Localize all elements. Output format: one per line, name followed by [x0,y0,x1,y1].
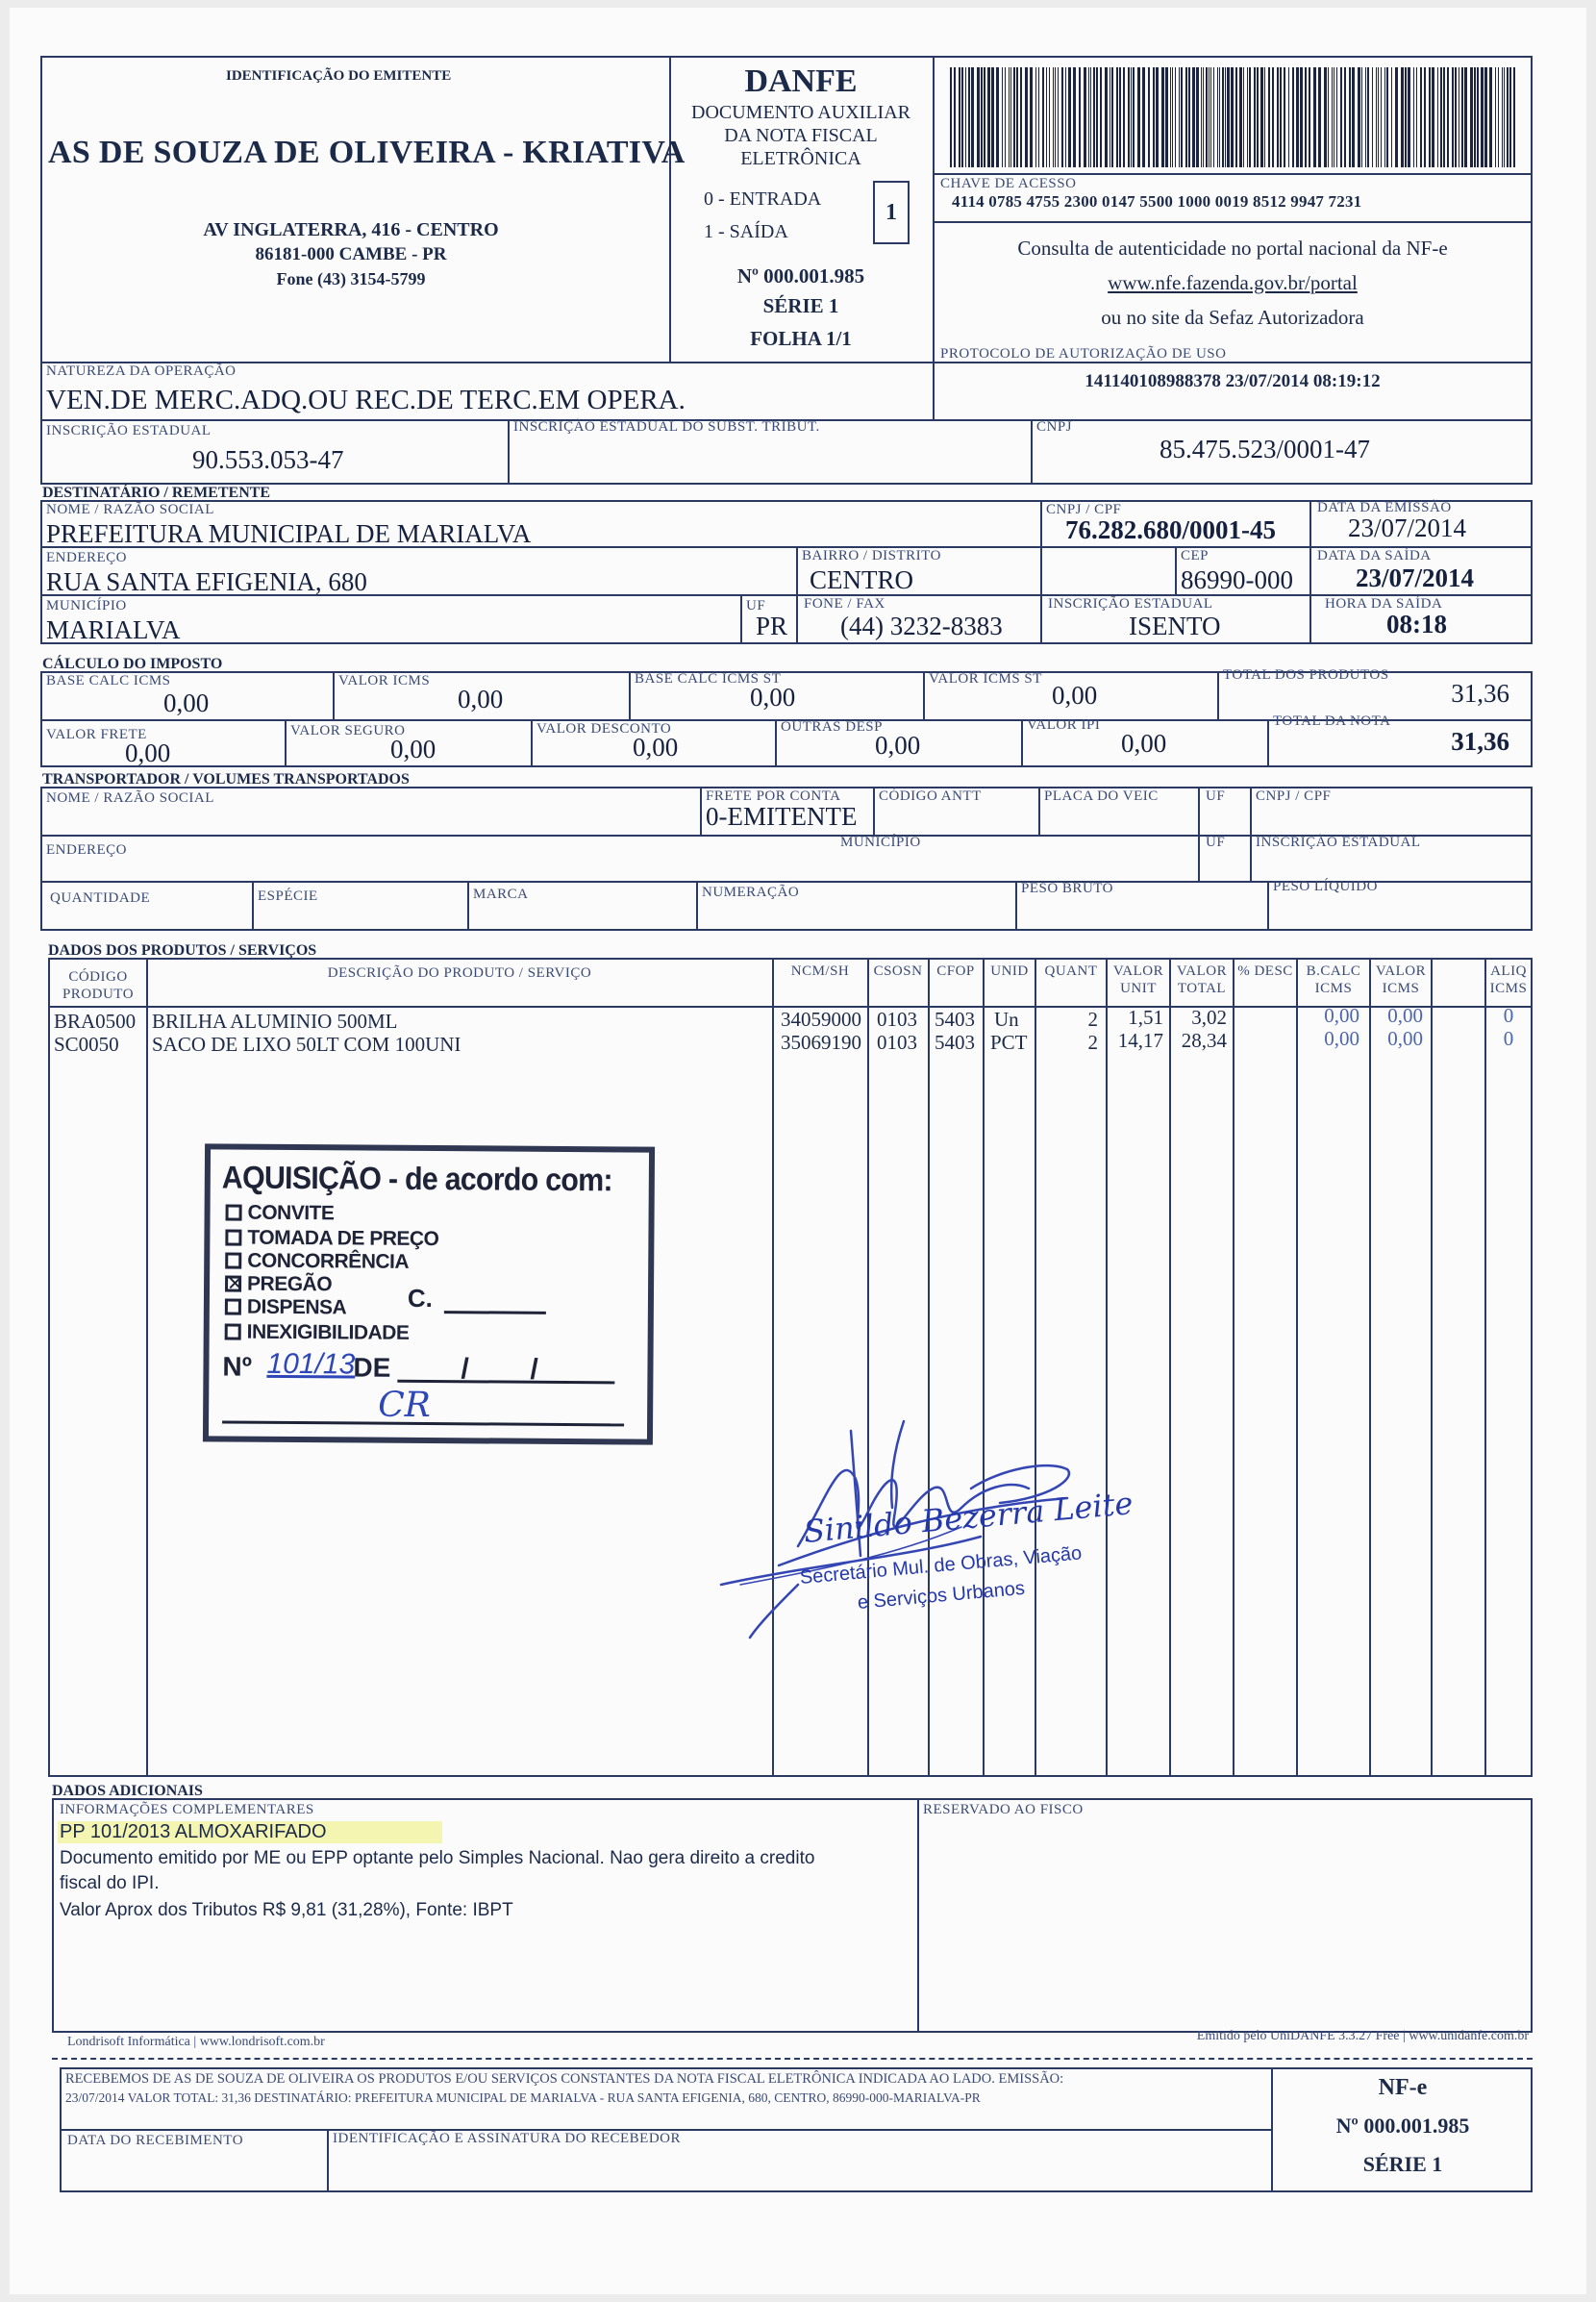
danfe-saida: 1 - SAÍDA [704,221,788,242]
transp-marca-label: MARCA [473,887,529,902]
transp-municipio-label: MUNICÍPIO [840,835,921,850]
ie-value: 90.553.053-47 [192,445,344,474]
danfe-folha: FOLHA 1/1 [750,327,852,350]
dest-bairro: CENTRO [810,565,913,594]
item-descricao: BRILHA ALUMINIO 500ML [152,1010,398,1033]
destinatario-section-label: DESTINATÁRIO / REMETENTE [42,485,271,501]
checkbox-icon [225,1253,241,1269]
item-unid: Un [994,1008,1019,1031]
hdr-vicms2: ICMS [1382,981,1420,996]
frete-label: VALOR FRETE [46,727,147,742]
dest-bairro-label: BAIRRO / DISTRITO [802,548,941,563]
item-vunit: 14,17 [1117,1029,1163,1052]
protocolo-label: PROTOCOLO DE AUTORIZAÇÃO DE USO [940,346,1227,362]
date-slash-icon: / [461,1353,469,1386]
hdr-bcalc: B.CALC [1306,963,1361,979]
consulta-portal-link[interactable]: www.nfe.fazenda.gov.br/portal [1108,271,1358,294]
stamp-de-label: DE [353,1352,391,1383]
ipi: 0,00 [1121,729,1167,758]
item-quant: 2 [1087,1031,1098,1054]
fisco-label: RESERVADO AO FISCO [923,1802,1084,1817]
stamp-c-label: C. [407,1283,434,1314]
item-quant: 2 [1087,1008,1098,1031]
stamp-option-concorrencia: CONCORRÊNCIA [225,1250,409,1274]
total-produtos-label: TOTAL DOS PRODUTOS [1223,667,1389,683]
total-produtos: 31,36 [1451,679,1509,708]
base-st-label: BASE CALC ICMS ST [635,671,782,687]
footer-left: Londrisoft Informática | www.londrisoft.com.br [67,2035,325,2049]
item-ncm: 35069190 [781,1031,861,1054]
item-aliq: 0 [1503,1004,1514,1027]
checkbox-checked-icon [225,1276,241,1292]
item-bcalc: 0,00 [1324,1004,1359,1027]
cnpj-label: CNPJ [1036,419,1073,435]
canhoto-nfe: NF-e [1378,2075,1428,2100]
barcode [950,67,1519,167]
danfe-document [10,8,1586,2294]
hdr-csosn: CSOSN [873,963,923,979]
signature-title-line1: Secretário Mul. de Obras, Viação [798,1542,1084,1589]
dest-cep: 86990-000 [1181,565,1293,594]
stamp-initials: CR [378,1385,431,1426]
natureza-value: VEN.DE MERC.ADQ.OU REC.DE TERC.EM OPERA. [46,385,686,415]
transp-placa-label: PLACA DO VEIC [1044,788,1159,804]
hdr-ncm: NCM/SH [790,963,850,979]
footer-right: Emitido pelo UniDANFE 3.3.27 Free | www.unidanfe.com.br [1196,2029,1529,2043]
frete: 0,00 [125,738,171,767]
base-icms: 0,00 [163,688,210,717]
valor-st: 0,00 [1052,681,1098,710]
dest-emissao-label: DATA DA EMISSÃO [1317,500,1452,515]
hdr-vunit: VALOR [1112,963,1164,979]
canhoto-numero: Nº 000.001.985 [1335,2114,1470,2138]
dest-fone: (44) 3232-8383 [840,612,1003,640]
dest-uf: PR [756,612,788,640]
item-ncm: 34059000 [781,1008,861,1031]
dest-cep-label: CEP [1181,548,1209,563]
transp-uf-label: UF [1206,788,1226,804]
hdr-vicms: VALOR [1375,963,1427,979]
danfe-entrada: 0 - ENTRADA [704,188,822,210]
stamp-option-convite: CONVITE [226,1202,335,1226]
valor-st-label: VALOR ICMS ST [929,671,1042,687]
dest-ie-label: INSCRIÇÃO ESTADUAL [1048,596,1213,612]
dest-fone-label: FONE / FAX [804,596,885,612]
consulta-line3: ou no site da Sefaz Autorizadora [1101,306,1364,329]
hdr-aliq2: ICMS [1489,981,1528,996]
dest-municipio: MARIALVA [46,615,181,644]
emitente-address: AV INGLATERRA, 416 - CENTRO [203,219,499,240]
item-csosn: 0103 [877,1031,917,1054]
base-icms-label: BASE CALC ICMS [46,673,171,688]
item-vicms: 0,00 [1387,1027,1423,1050]
hdr-vtotal2: TOTAL [1177,981,1227,996]
transp-nome-label: NOME / RAZÃO SOCIAL [46,790,214,806]
outras: 0,00 [875,731,921,760]
danfe-title: DANFE [744,63,858,99]
dest-hora-label: HORA DA SAÍDA [1325,596,1443,612]
danfe-tipo: 1 [873,181,910,244]
dest-cnpj: 76.282.680/0001-45 [1065,515,1276,544]
stamp-option-tomada: TOMADA DE PREÇO [225,1227,438,1252]
adicionais-section-label: DADOS ADICIONAIS [52,1783,203,1799]
ie-st-label: INSCRIÇÃO ESTADUAL DO SUBST. TRIBUT. [513,419,820,435]
transp-peso-bruto-label: PESO BRUTO [1021,881,1113,896]
canhoto-data-label: DATA DO RECEBIMENTO [67,2133,244,2148]
checkbox-icon [225,1324,241,1340]
dest-saida: 23/07/2014 [1356,563,1475,592]
emitente-city: 86181-000 CAMBE - PR [255,244,447,264]
transp-cnpj-label: CNPJ / CPF [1256,788,1332,804]
info-highlight: PP 101/2013 ALMOXARIFADO [58,1821,442,1843]
date-slash-icon: / [530,1353,538,1386]
dest-cnpj-label: CNPJ / CPF [1046,502,1122,517]
ie-label: INSCRIÇÃO ESTADUAL [46,423,212,438]
signature-title-line2: e Serviços Urbanos [856,1577,1026,1614]
canhoto-assinatura-label: IDENTIFICAÇÃO E ASSINATURA DO RECEBEDOR [333,2131,682,2146]
info-text1: Documento emitido por ME ou EPP optante pelo Simples Nacional. Nao gera direito a credito [60,1848,815,1868]
dest-endereco: RUA SANTA EFIGENIA, 680 [46,567,367,596]
item-aliq: 0 [1503,1027,1514,1050]
dest-nome: PREFEITURA MUNICIPAL DE MARIALVA [46,519,532,548]
dest-hora: 08:18 [1386,610,1447,638]
danfe-numero: Nº 000.001.985 [736,264,865,288]
item-bcalc: 0,00 [1324,1027,1359,1050]
hdr-desc: % DESC [1237,963,1293,979]
cut-line [52,2058,1533,2060]
signature-name: Sinildo Bezerra Leite [802,1485,1135,1550]
hdr-vtotal: VALOR [1176,963,1228,979]
base-st: 0,00 [750,683,796,712]
transp-numeracao-label: NUMERAÇÃO [702,885,800,900]
hdr-descricao: DESCRIÇÃO DO PRODUTO / SERVIÇO [327,965,592,981]
hdr-codigo2: PRODUTO [62,987,135,1002]
desconto-label: VALOR DESCONTO [536,721,672,737]
transp-uf2-label: UF [1206,835,1226,850]
transp-antt-label: CÓDIGO ANTT [879,788,982,804]
stamp-numero: 101/13 [266,1347,356,1381]
ipi-label: VALOR IPI [1027,717,1101,733]
stamp-option-dispensa: DISPENSA [225,1296,347,1320]
transp-quantidade-label: QUANTIDADE [50,890,151,906]
natureza-label: NATUREZA DA OPERAÇÃO [46,363,237,379]
danfe-line3: ELETRÔNICA [740,148,861,169]
dest-municipio-label: MUNICÍPIO [46,598,127,613]
item-cfop: 5403 [935,1031,975,1054]
desconto: 0,00 [633,733,679,762]
item-vtotal: 28,34 [1181,1029,1227,1052]
item-codigo: SC0050 [54,1033,119,1056]
total-nota-label: TOTAL DA NOTA [1273,713,1391,729]
item-csosn: 0103 [877,1008,917,1031]
stamp-title: AQUISIÇÃO - de acordo com: [221,1159,612,1198]
chave-label: CHAVE DE ACESSO [940,176,1077,191]
dest-endereco-label: ENDEREÇO [46,550,127,565]
item-vunit: 1,51 [1128,1006,1163,1029]
chave-value: 4114 0785 4755 2300 0147 5500 1000 0019 8512 9947 7231 [952,192,1362,211]
canhoto-text1: RECEBEMOS DE AS DE SOUZA DE OLIVEIRA OS PRODUTOS E/OU SERVIÇOS CONSTANTES DA NOTA FISCAL ELETRÔNICA INDICADA AO LADO. EMISSÃO: [65,2071,1064,2087]
imposto-section-label: CÁLCULO DO IMPOSTO [42,656,223,672]
dest-saida-label: DATA DA SAÍDA [1317,548,1432,563]
item-codigo: BRA0500 [54,1010,137,1033]
emitente-phone: Fone (43) 3154-5799 [276,269,426,288]
checkbox-icon [225,1299,241,1315]
emitente-name: AS DE SOUZA DE OLIVEIRA - KRIATIVA [48,135,686,170]
hdr-bcalc2: ICMS [1314,981,1353,996]
hdr-codigo: CÓDIGO [68,969,128,985]
total-nota: 31,36 [1451,727,1509,756]
checkbox-icon [225,1230,241,1246]
stamp-numero-prefix: Nº [222,1351,253,1382]
cnpj-value: 85.475.523/0001-47 [1160,435,1370,463]
hdr-cfop: CFOP [936,963,975,979]
protocolo-value: 141140108988378 23/07/2014 08:19:12 [1085,371,1381,391]
transp-especie-label: ESPÉCIE [258,888,318,904]
item-unid: PCT [990,1031,1028,1054]
stamp-option-pregao: ✕PREGÃO [225,1273,332,1297]
dest-emissao: 23/07/2014 [1348,513,1467,542]
valor-icms-label: VALOR ICMS [338,673,431,688]
produtos-section-label: DADOS DOS PRODUTOS / SERVIÇOS [48,942,317,959]
transp-frete-label: FRETE POR CONTA [706,788,841,804]
transp-frete: 0-EMITENTE [706,802,858,831]
danfe-line1: DOCUMENTO AUXILIAR [691,102,910,123]
dest-nome-label: NOME / RAZÃO SOCIAL [46,502,214,517]
info-text3: Valor Aprox dos Tributos R$ 9,81 (31,28%), Fonte: IBPT [60,1900,513,1920]
seguro-label: VALOR SEGURO [290,723,406,738]
transportador-section-label: TRANSPORTADOR / VOLUMES TRANSPORTADOS [42,771,410,788]
danfe-serie: SÉRIE 1 [762,294,839,317]
transp-ie-label: INSCRIÇÃO ESTADUAL [1256,835,1421,850]
canhoto-text2: 23/07/2014 VALOR TOTAL: 31,36 DESTINATÁRIO: PREFEITURA MUNICIPAL DE MARIALVA - RUA SANTA EFIGENIA, 680, CENTRO, 86990-000-MARIALVA-PR [65,2090,981,2105]
dest-ie: ISENTO [1129,612,1221,640]
item-vicms: 0,00 [1387,1004,1423,1027]
outras-label: OUTRAS DESP [781,719,883,735]
transp-peso-liquido-label: PESO LÍQUIDO [1273,879,1378,894]
item-descricao: SACO DE LIXO 50LT COM 100UNI [152,1033,461,1056]
canhoto-serie: SÉRIE 1 [1362,2152,1443,2176]
checkbox-icon [226,1205,242,1221]
seguro: 0,00 [390,735,436,763]
valor-icms: 0,00 [458,685,504,713]
transp-endereco-label: ENDEREÇO [46,842,127,858]
info-text2: fiscal do IPI. [60,1873,160,1893]
item-vtotal: 3,02 [1191,1006,1227,1029]
info-complementares-label: INFORMAÇÕES COMPLEMENTARES [60,1802,314,1817]
item-cfop: 5403 [935,1008,975,1031]
stamp-option-inexigibilidade: INEXIGIBILIDADE [225,1321,410,1345]
dest-uf-label: UF [746,598,766,613]
hdr-quant: QUANT [1044,963,1098,979]
hdr-vunit2: UNIT [1120,981,1157,996]
danfe-line2: DA NOTA FISCAL [724,125,878,146]
hdr-unid: UNID [990,963,1029,979]
hdr-aliq: ALIQ [1490,963,1527,979]
acquisition-stamp [203,1143,655,1444]
emitente-section-label: IDENTIFICAÇÃO DO EMITENTE [226,68,452,84]
consulta-line1: Consulta de autenticidade no portal nacional da NF-e [1017,237,1448,260]
